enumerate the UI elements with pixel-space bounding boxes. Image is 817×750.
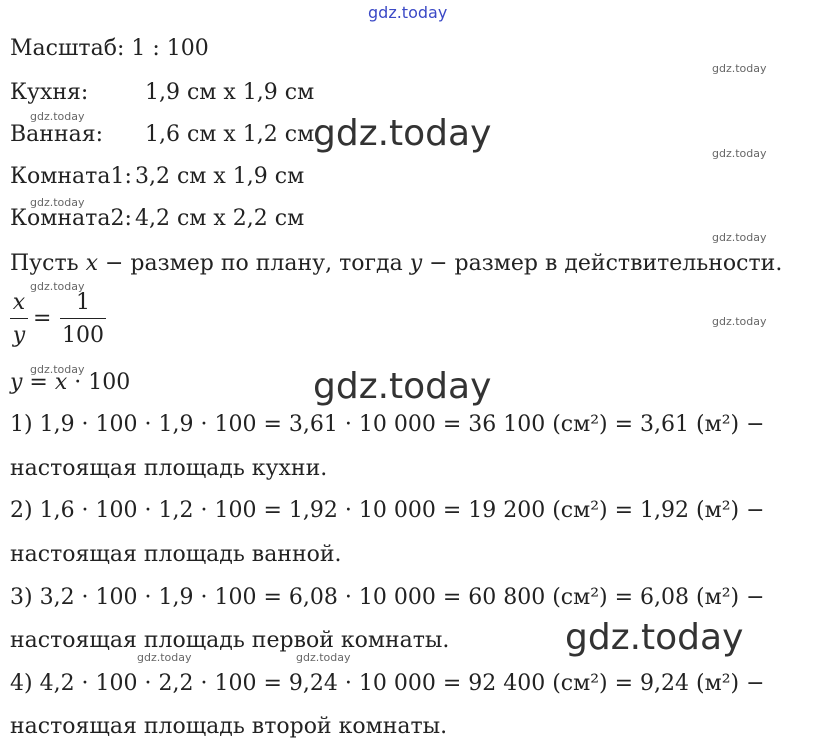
scale-line xyxy=(10,38,209,60)
formula-line xyxy=(10,372,130,394)
watermark-big: gdz.today xyxy=(313,113,492,154)
calc-description: настоящая площадь кухни. xyxy=(10,456,328,481)
room-size: 4,2 см х 2,2 см xyxy=(135,206,305,231)
calc-description: настоящая площадь второй комнаты. xyxy=(10,714,448,739)
room-name: Комната1: xyxy=(10,164,132,189)
calc-description: настоящая площадь первой комнаты. xyxy=(10,628,450,653)
room-size: 1,6 см х 1,2 см xyxy=(145,122,315,147)
var-y: y xyxy=(10,370,23,395)
calc-expression: 2) 1,6 · 100 · 1,2 · 100 = 1,92 · 10 000 = 19 200 (см²) = 1,92 (м²) − xyxy=(10,498,765,523)
watermark-small: gdz.today xyxy=(712,231,767,244)
watermark-small: gdz.today xyxy=(30,280,85,293)
watermark-small: gdz.today xyxy=(30,110,85,123)
scale-label: Масштаб: xyxy=(10,36,125,61)
room-row xyxy=(10,208,304,230)
watermark-big: gdz.today xyxy=(565,617,744,658)
calc-expression: 3) 3,2 · 100 · 1,9 · 100 = 6,08 · 10 000 = 60 800 (см²) = 6,08 (м²) − xyxy=(10,585,765,610)
var-y: y xyxy=(409,251,423,276)
fraction-num-left: x xyxy=(12,290,26,315)
room-row xyxy=(10,166,304,188)
scale-value: 1 : 100 xyxy=(131,36,209,61)
room-name: Кухня: xyxy=(10,80,89,105)
var-x: x xyxy=(54,370,68,395)
watermark-small: gdz.today xyxy=(137,651,192,664)
fraction-num-right: 1 xyxy=(76,290,90,315)
fraction-equals: = xyxy=(33,306,52,331)
watermark-big: gdz.today xyxy=(313,366,492,407)
intro-part: − размер по плану, тогда xyxy=(98,251,410,276)
fraction-den-right: 100 xyxy=(62,323,104,348)
intro-part: Пусть xyxy=(10,251,86,276)
room-size: 1,9 см х 1,9 см xyxy=(145,80,315,105)
intro-part: − размер в действительности. xyxy=(422,251,783,276)
fraction-bar xyxy=(60,318,106,319)
watermark-small: gdz.today xyxy=(712,147,767,160)
watermark-small: gdz.today xyxy=(712,315,767,328)
formula-part: = xyxy=(22,370,55,395)
watermark-small: gdz.today xyxy=(712,62,767,75)
room-name: Ванная: xyxy=(10,122,104,147)
room-row xyxy=(10,82,314,104)
room-row xyxy=(10,124,314,146)
fraction-den-left: y xyxy=(12,323,26,348)
var-x: x xyxy=(85,251,99,276)
watermark-small: gdz.today xyxy=(296,651,351,664)
fraction-bar xyxy=(10,318,28,319)
watermark-small: gdz.today xyxy=(30,363,85,376)
calc-expression: 1) 1,9 · 100 · 1,9 · 100 = 3,61 · 10 000 = 36 100 (см²) = 3,61 (м²) − xyxy=(10,412,765,437)
room-name: Комната2: xyxy=(10,206,132,231)
watermark-small: gdz.today xyxy=(30,196,85,209)
calc-description: настоящая площадь ванной. xyxy=(10,542,342,567)
calc-expression: 4) 4,2 · 100 · 2,2 · 100 = 9,24 · 10 000 = 92 400 (см²) = 9,24 (м²) − xyxy=(10,671,765,696)
room-size: 3,2 см х 1,9 см xyxy=(135,164,305,189)
formula-part: · 100 xyxy=(67,370,131,395)
watermark-top: gdz.today xyxy=(368,3,448,22)
intro-text xyxy=(10,253,782,275)
